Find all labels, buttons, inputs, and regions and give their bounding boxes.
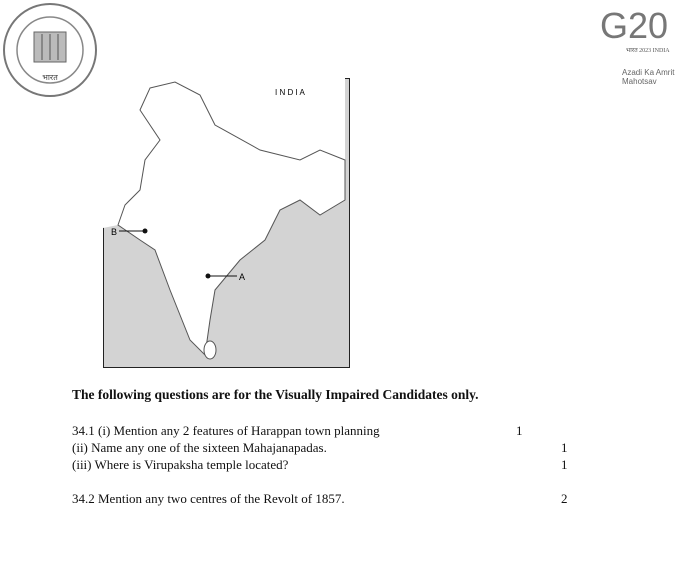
point-b bbox=[143, 229, 148, 234]
marks: 2 bbox=[561, 491, 568, 506]
question-34-2: 34.2 Mention any two centres of the Revolt of 1857. bbox=[72, 491, 345, 506]
label-a: A bbox=[239, 272, 246, 282]
azadi-text: Azadi Ka Amrit Mahotsav bbox=[622, 68, 675, 86]
section-heading: The following questions are for the Visually Impaired Candidates only. bbox=[72, 387, 479, 402]
question-34-1-ii: (ii) Name any one of the sixteen Mahajanapadas. bbox=[72, 440, 327, 455]
g20-title: G20 bbox=[600, 5, 669, 46]
point-a bbox=[206, 274, 211, 279]
label-b: B bbox=[111, 227, 118, 237]
marks: 1 bbox=[561, 440, 568, 455]
india-map bbox=[103, 78, 350, 368]
g20-logo bbox=[600, 6, 700, 98]
question-34-1-i: 34.1 (i) Mention any 2 features of Harappan town planning bbox=[72, 423, 380, 438]
marks: 1 bbox=[516, 423, 523, 438]
map-title: I N D I A bbox=[275, 88, 305, 97]
marks: 1 bbox=[561, 457, 568, 472]
g20-subtitle: भारत 2023 INDIA bbox=[626, 48, 670, 54]
cbse-logo bbox=[2, 2, 98, 98]
logo-text: भारत bbox=[42, 73, 58, 82]
question-34-1-iii: (iii) Where is Virupaksha temple located? bbox=[72, 457, 289, 472]
